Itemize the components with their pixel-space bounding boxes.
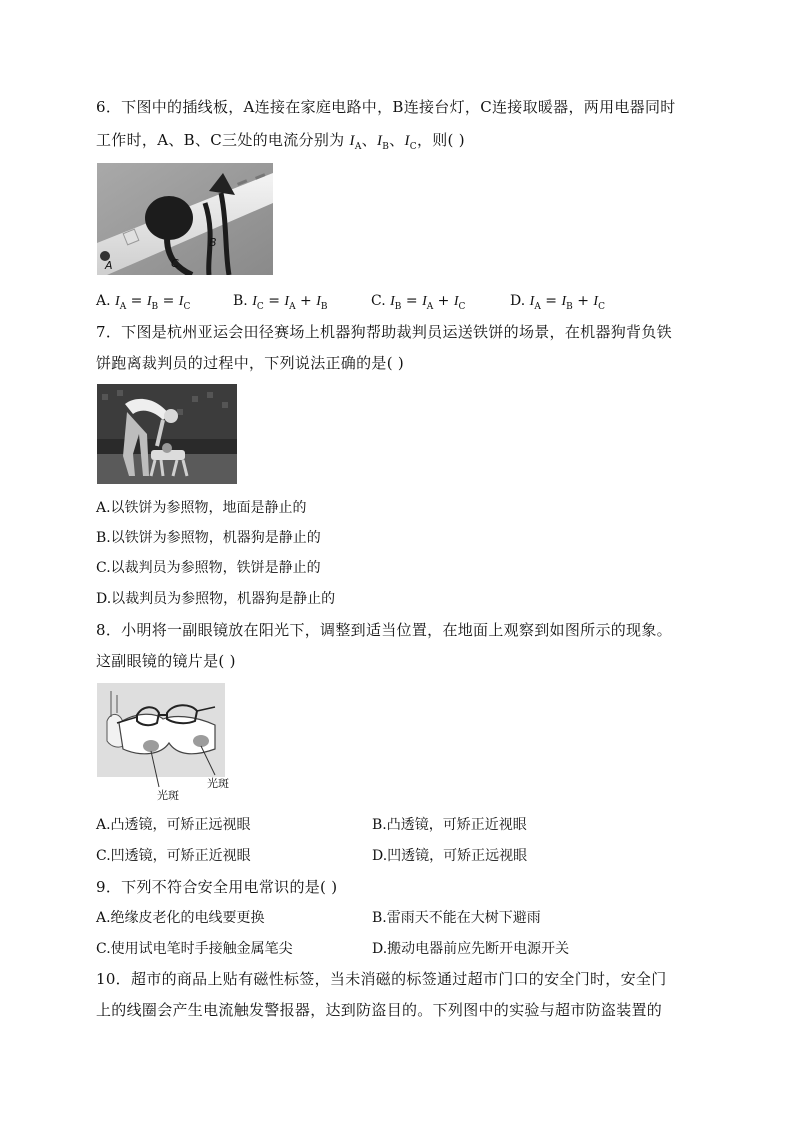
q8-line1: 8．小明将一副眼镜放在阳光下，调整到适当位置，在地面上观察到如图所示的现象。 [96,621,672,639]
q6-line2: 工作时，A、B、C三处的电流分别为 $I_A$、$I_B$、$I_C$，则( ) [96,131,465,152]
q9-option-d: D.搬动电器前应先断开电源开关 [372,941,570,957]
q9-line1: 9．下列不符合安全用电常识的是( ) [96,878,338,896]
q6-line1: 6．下图中的插线板，A连接在家庭电路中，B连接台灯，C连接取暖器，两用电器同时 [96,98,676,116]
robot-dog-photo [97,384,237,484]
q7-option-d: D.以裁判员为参照物，机器狗是静止的 [96,591,336,607]
q6-option-b: B. $I_C = I_A + I_B$ [233,293,328,312]
q7-line2: 饼跑离裁判员的过程中，下列说法正确的是( ) [96,354,405,372]
label-b: B [209,236,217,249]
q7-line1: 7．下图是杭州亚运会田径赛场上机器狗帮助裁判员运送铁饼的场景，在机器狗背负铁 [96,323,672,341]
q7-option-c: C.以裁判员为参照物，铁饼是静止的 [96,560,321,576]
q8-line2: 这副眼镜的镜片是( ) [96,652,236,670]
q10-line2: 上的线圈会产生电流触发警报器，达到防盗目的。下列图中的实验与超市防盗装置的 [96,1001,663,1019]
robot-dog-image [97,384,237,484]
power-strip-photo [97,163,273,275]
q9-option-c: C.使用试电笔时手接触金属笔尖 [96,941,293,957]
q6-option-a: A. $I_A = I_B = I_C$ [96,293,191,312]
label-a: A [105,259,113,272]
q8-option-a: A.凸透镜，可矫正远视眼 [96,817,251,833]
q8-option-b: B.凸透镜，可矫正近视眼 [372,817,527,833]
light-spot-label-right: 光斑 [207,777,229,790]
q8-option-d: D.凹透镜，可矫正远视眼 [372,848,528,864]
q7-option-a: A.以铁饼为参照物，地面是静止的 [96,500,307,516]
glasses-figure [97,683,247,805]
power-strip-image [97,163,273,275]
q7-option-b: B.以铁饼为参照物，机器狗是静止的 [96,530,321,546]
q8-option-c: C.凹透镜，可矫正近视眼 [96,848,251,864]
q9-option-b: B.雷雨天不能在大树下避雨 [372,910,541,926]
light-spot-label-left: 光斑 [157,789,179,802]
q9-option-a: A.绝缘皮老化的电线要更换 [96,910,265,926]
q6-option-c: C. $I_B = I_A + I_C$ [371,293,466,312]
q10-line1: 10．超市的商品上贴有磁性标签，当未消磁的标签通过超市门口的安全门时，安全门 [96,970,667,988]
label-c: C [171,257,179,270]
q6-option-d: D. $I_A = I_B + I_C$ [510,293,605,312]
